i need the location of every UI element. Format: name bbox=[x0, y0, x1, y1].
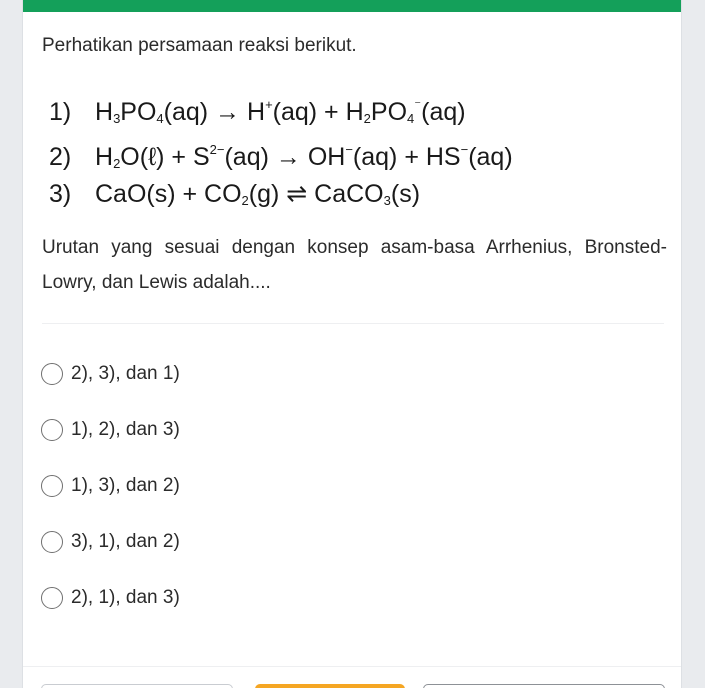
question-card bbox=[22, 0, 682, 688]
reaction-text: (g) ⇌ CaCO bbox=[248, 180, 384, 208]
reaction-text: (aq) → OH bbox=[224, 143, 346, 171]
answer-option-2[interactable] bbox=[41, 414, 180, 470]
reaction-text: (aq) + HS bbox=[352, 143, 461, 171]
answer-option-4[interactable] bbox=[41, 526, 180, 582]
subscript: 4 bbox=[156, 111, 164, 126]
answer-options bbox=[41, 358, 180, 638]
subscript: 4 bbox=[407, 111, 415, 126]
radio-button-icon[interactable] bbox=[41, 363, 63, 385]
reaction-text: H bbox=[95, 143, 114, 171]
reaction-text: (aq) bbox=[421, 98, 466, 126]
subscript: 2 bbox=[113, 156, 121, 171]
reaction-2 bbox=[49, 127, 513, 172]
superscript: − bbox=[460, 142, 469, 157]
subscript: 2 bbox=[363, 111, 371, 126]
subscript: 3 bbox=[113, 111, 121, 126]
section-divider bbox=[42, 323, 664, 324]
reaction-number: 2) bbox=[49, 143, 72, 171]
superscript: ⁻ bbox=[414, 97, 422, 112]
reaction-3 bbox=[49, 172, 513, 217]
reaction-text: O(ℓ) + S bbox=[120, 143, 210, 171]
option-label[interactable]: 2), 1), dan 3) bbox=[71, 587, 180, 608]
reaction-number: 3) bbox=[49, 180, 72, 208]
option-label[interactable]: 3), 1), dan 2) bbox=[71, 531, 180, 552]
superscript: − bbox=[345, 142, 353, 157]
reaction-text: (aq) + H bbox=[272, 98, 364, 126]
subscript: 3 bbox=[383, 193, 391, 208]
question-prompt: Urutan yang sesuai dengan konsep asam-basa Arrhenius, Bronsted-Lowry, dan Lewis adalah.... bbox=[42, 237, 667, 293]
superscript: 2− bbox=[209, 142, 225, 157]
next-button[interactable] bbox=[423, 684, 665, 688]
radio-button-icon[interactable] bbox=[41, 475, 63, 497]
reaction-text: PO bbox=[370, 98, 408, 126]
reaction-text: H bbox=[95, 98, 114, 126]
answer-option-3[interactable] bbox=[41, 470, 180, 526]
question-intro: Perhatikan persamaan reaksi berikut. bbox=[42, 35, 357, 56]
radio-button-icon[interactable] bbox=[41, 587, 63, 609]
option-label[interactable]: 1), 3), dan 2) bbox=[71, 475, 180, 496]
answer-option-1[interactable] bbox=[41, 358, 180, 414]
reaction-1 bbox=[49, 82, 513, 127]
previous-button[interactable] bbox=[41, 684, 233, 688]
reaction-text: CaO(s) + CO bbox=[95, 180, 242, 208]
option-label[interactable]: 2), 3), dan 1) bbox=[71, 363, 180, 384]
reaction-text: (s) bbox=[390, 180, 421, 208]
answer-option-5[interactable] bbox=[41, 582, 180, 638]
top-accent-bar bbox=[23, 0, 681, 12]
reaction-text: (aq) bbox=[468, 143, 513, 171]
reaction-list bbox=[49, 82, 513, 217]
superscript: + bbox=[265, 97, 273, 112]
reaction-number: 1) bbox=[49, 98, 72, 126]
footer-divider bbox=[23, 666, 681, 667]
subscript: 2 bbox=[241, 193, 249, 208]
flag-button[interactable] bbox=[255, 684, 405, 688]
radio-button-icon[interactable] bbox=[41, 531, 63, 553]
reaction-text: PO bbox=[120, 98, 157, 126]
radio-button-icon[interactable] bbox=[41, 419, 63, 441]
reaction-text: (aq) → H bbox=[163, 98, 266, 126]
option-label[interactable]: 1), 2), dan 3) bbox=[71, 419, 180, 440]
